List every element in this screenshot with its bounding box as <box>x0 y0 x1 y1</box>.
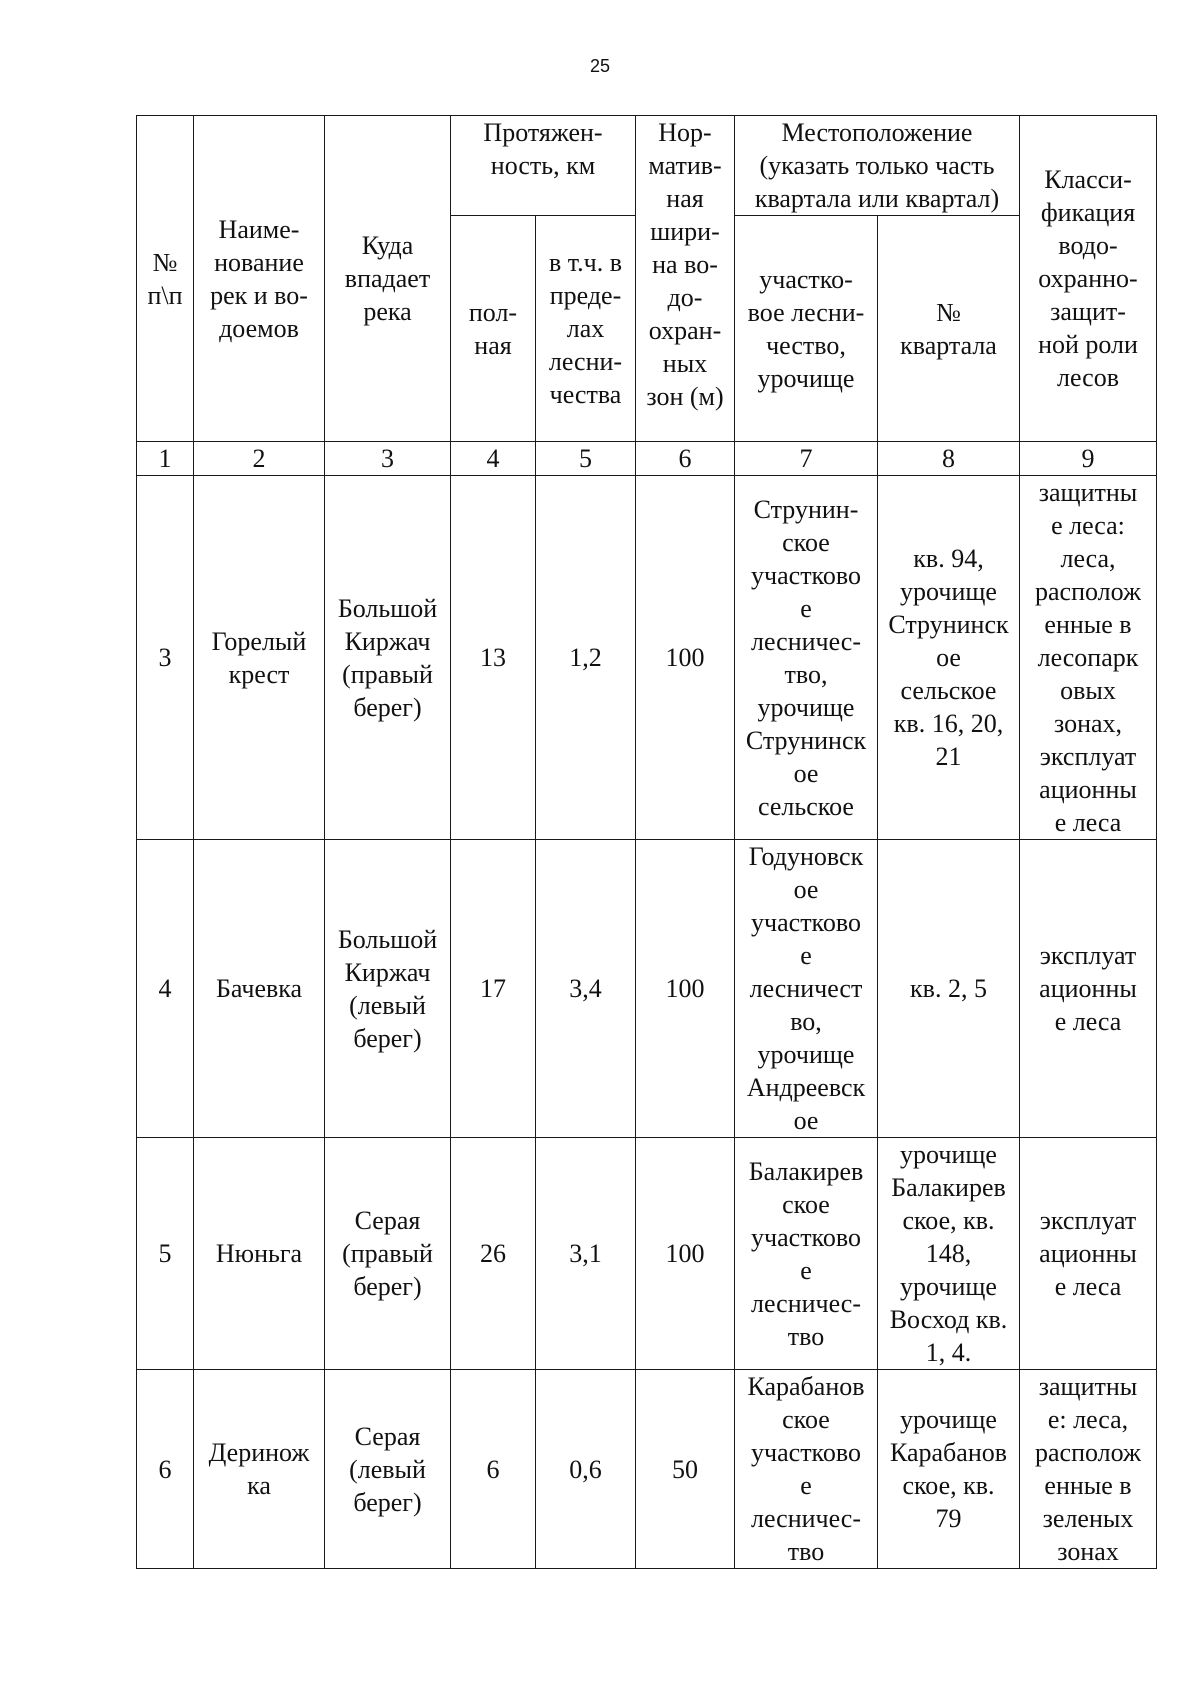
header-number: № п\п <box>137 116 194 442</box>
table-row <box>137 476 1157 840</box>
location-district: Годуновск ое участково е лесничест во, урочище Андреевск ое <box>735 840 878 1138</box>
column-number: 9 <box>1020 442 1157 476</box>
river-name: Горелый крест <box>194 476 325 840</box>
header-length-full: пол- ная <box>451 216 536 442</box>
length-full: 17 <box>451 840 536 1138</box>
flows-into: Серая (правый берег) <box>325 1138 451 1370</box>
table-row <box>137 1370 1157 1569</box>
header-norm-width: Нор- матив- ная шири- на во- до- охран- ных зон (м) <box>636 116 735 442</box>
row-number: 5 <box>137 1138 194 1370</box>
location-quarter: урочище Карабанов ское, кв. 79 <box>878 1370 1020 1569</box>
column-number: 2 <box>194 442 325 476</box>
norm-width: 50 <box>636 1370 735 1569</box>
header-location-group: Местоположение (указать только часть квартала или квартал) <box>735 116 1020 216</box>
location-district: Струнин- ское участково е лесничес- тво, урочище Струнинск ое сельское <box>735 476 878 840</box>
length-full: 26 <box>451 1138 536 1370</box>
classification: эксплуат ационны е леса <box>1020 840 1157 1138</box>
classification: защитны е леса: леса, располож енные в лесопарк овых зонах, эксплуат ационны е леса <box>1020 476 1157 840</box>
classification: эксплуат ационны е леса <box>1020 1138 1157 1370</box>
length-within: 3,1 <box>536 1138 636 1370</box>
column-numbers-row <box>137 442 1157 476</box>
location-quarter: кв. 2, 5 <box>878 840 1020 1138</box>
water-bodies-table <box>136 115 1157 1569</box>
location-quarter: кв. 94, урочище Струнинск ое сельское кв. 16, 20, 21 <box>878 476 1020 840</box>
length-within: 1,2 <box>536 476 636 840</box>
classification: защитны е: леса, располож енные в зеленых зонах <box>1020 1370 1157 1569</box>
column-number: 5 <box>536 442 636 476</box>
river-name: Бачевка <box>194 840 325 1138</box>
table-row <box>137 1138 1157 1370</box>
river-name: Нюньга <box>194 1138 325 1370</box>
norm-width: 100 <box>636 476 735 840</box>
header-flows-into: Куда впадает река <box>325 116 451 442</box>
flows-into: Большой Киржач (правый берег) <box>325 476 451 840</box>
column-number: 8 <box>878 442 1020 476</box>
flows-into: Серая (левый берег) <box>325 1370 451 1569</box>
location-quarter: урочище Балакирев ское, кв. 148, урочище Восход кв. 1, 4. <box>878 1138 1020 1370</box>
row-number: 6 <box>137 1370 194 1569</box>
page-number: 25 <box>589 56 611 76</box>
header-name: Наиме- нование рек и во- доемов <box>194 116 325 442</box>
row-number: 4 <box>137 840 194 1138</box>
header-row-1 <box>137 116 1157 216</box>
column-number: 1 <box>137 442 194 476</box>
flows-into: Большой Киржач (левый берег) <box>325 840 451 1138</box>
length-within: 3,4 <box>536 840 636 1138</box>
column-number: 7 <box>735 442 878 476</box>
table-row <box>137 840 1157 1138</box>
header-length-within: в т.ч. в преде- лах лесни- чества <box>536 216 636 442</box>
location-district: Балакирев ское участково е лесничес- тво <box>735 1138 878 1370</box>
row-number: 3 <box>137 476 194 840</box>
length-full: 13 <box>451 476 536 840</box>
column-number: 6 <box>636 442 735 476</box>
length-within: 0,6 <box>536 1370 636 1569</box>
header-classification: Класси- фикация водо- охранно- защит- ной роли лесов <box>1020 116 1157 442</box>
location-district: Карабанов ское участково е лесничес- тво <box>735 1370 878 1569</box>
length-full: 6 <box>451 1370 536 1569</box>
header-location-district: участко- вое лесни- чество, урочище <box>735 216 878 442</box>
header-location-quarter: № квартала <box>878 216 1020 442</box>
norm-width: 100 <box>636 840 735 1138</box>
river-name: Деринож ка <box>194 1370 325 1569</box>
header-length-group: Протяжен- ность, км <box>451 116 636 216</box>
norm-width: 100 <box>636 1138 735 1370</box>
column-number: 3 <box>325 442 451 476</box>
column-number: 4 <box>451 442 536 476</box>
